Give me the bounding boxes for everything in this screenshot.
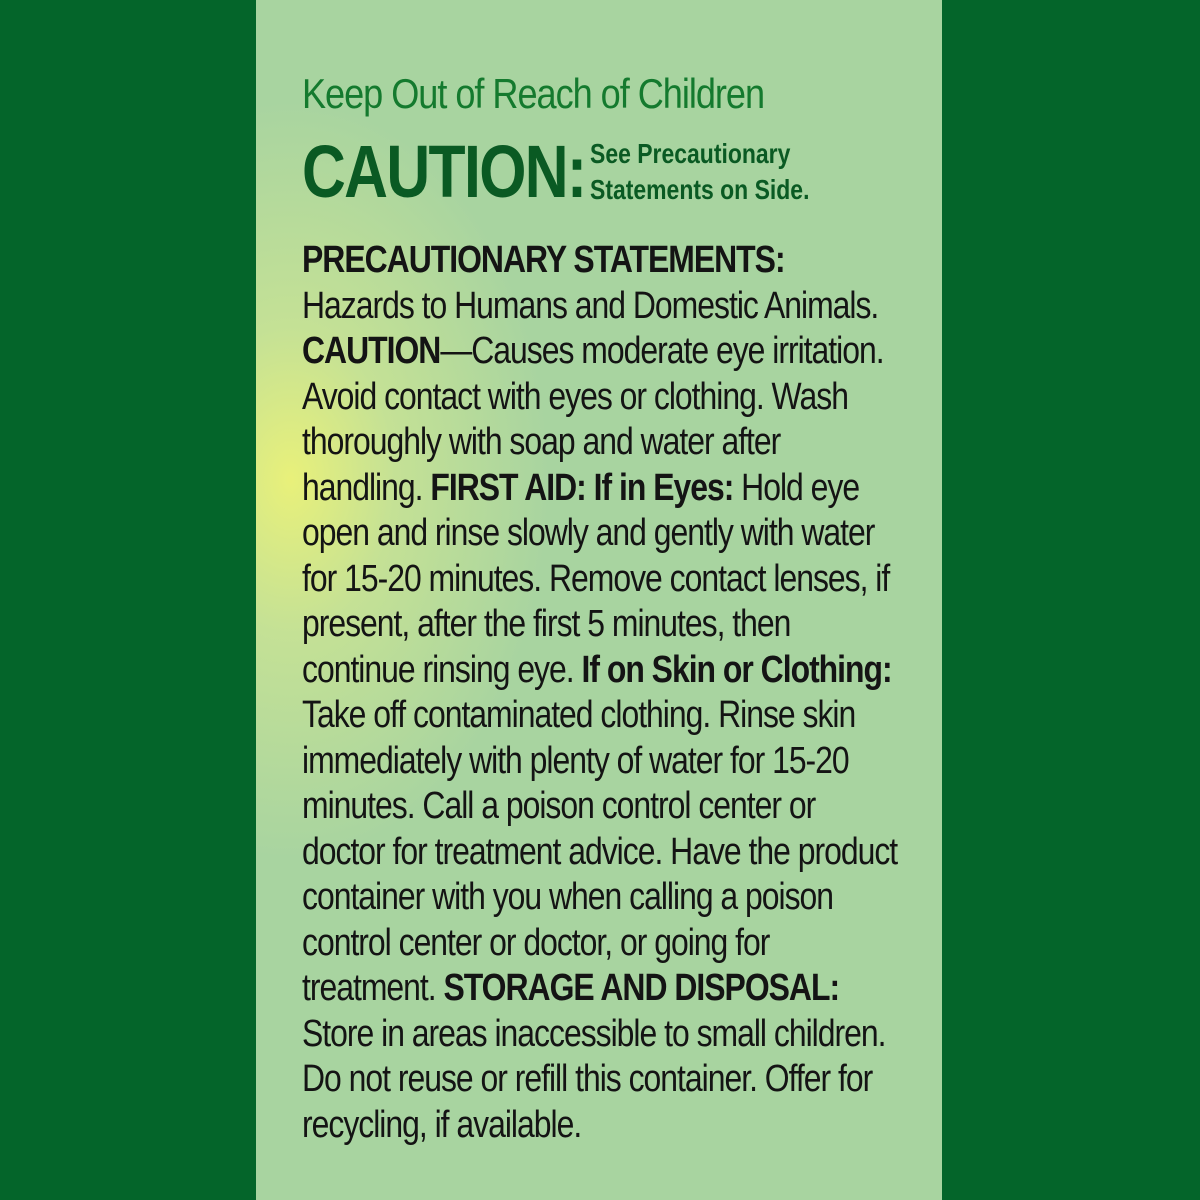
caution-row [302,132,922,212]
precautionary-heading: PRECAUTIONARY STATEMENTS: [302,239,785,281]
caution-text: —Causes moderate eye irritation. Avoid contact with eyes or clothing. Wash thoroughly with soap and water after handling. [302,330,884,509]
first-aid-heading: FIRST AID: If in Eyes: [430,466,734,509]
eyes-text: Hold eye open and rinse slowly and gently with water for 15-20 minutes. Remove contact lenses, if present, after the first 5 minutes, then continue rinsing eye. [302,466,890,691]
caution-note-line2: Statements on Side. [590,174,810,205]
precautionary-statements-text [302,238,898,1148]
caution-note [590,136,809,208]
keep-out-heading: Keep Out of Reach of Children [302,70,765,117]
hazards-text: Hazards to Humans and Domestic Animals. [302,284,879,327]
skin-heading: If on Skin or Clothing: [581,648,892,691]
caution-signal-word: CAUTION: [302,130,586,213]
skin-text: Take off contaminated clothing. Rinse skin immediately with plenty of water for 15-20 minutes. Call a poison control center or doctor for treatment advice. Have the product container with you when calling a poison control center or doctor, or going for treatment. [302,694,898,1009]
storage-text: Store in areas inaccessible to small children. Do not reuse or refill this container. Offer for recycling, if available. [302,1012,886,1146]
label-content [302,66,922,1148]
storage-heading: STORAGE AND DISPOSAL: [443,967,840,1009]
caution-note-line1: See Precautionary [590,138,791,169]
caution-label: CAUTION [302,330,441,372]
